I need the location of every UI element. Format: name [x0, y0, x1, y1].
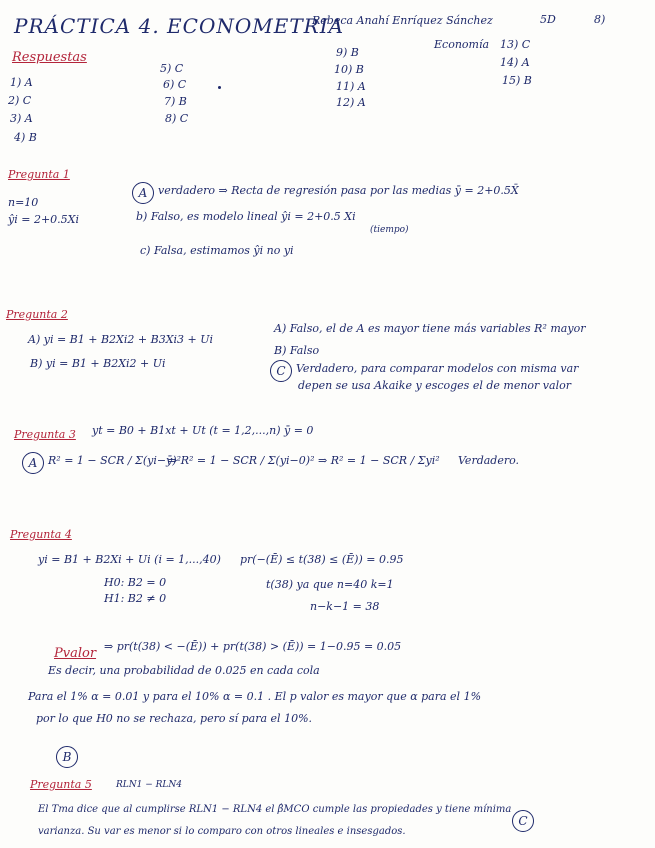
- answers-heading: Respuestas: [12, 50, 87, 65]
- page-title: PRÁCTICA 4. ECONOMETRIA: [14, 14, 345, 38]
- answer-6: 6) C: [163, 78, 187, 91]
- q4-h0: H0: B2 = 0: [104, 576, 167, 589]
- q2-eq-b: B) yi = B1 + B2Xi2 + Ui: [30, 357, 166, 370]
- q1-given-n: n=10: [8, 196, 39, 209]
- answer-1: 1) A: [10, 76, 33, 89]
- q1-b-text: b) Falso, es modelo lineal ŷi = 2+0.5 Xi: [136, 210, 356, 223]
- answer-5: 5) C: [160, 62, 184, 75]
- q4-pvalor-eq: ⇒ pr(t(38) < −(Ē)) + pr(t(38) > (Ē)) = 1−0.95 = 0.05: [104, 640, 402, 653]
- q5-line-2: varianza. Su var es menor si lo comparo con otros lineales e insesgados.: [38, 826, 406, 837]
- q2-heading: Pregunta 2: [6, 308, 68, 321]
- q3-formula-3: ⇒ R² = 1 − SCR / Σyi²: [318, 454, 440, 467]
- answer-14: 14) A: [500, 56, 530, 69]
- q2-c-mark: C: [270, 360, 292, 382]
- q3-heading: Pregunta 3: [14, 428, 76, 441]
- q4-heading: Pregunta 4: [10, 528, 72, 541]
- answer-2: 2) C: [8, 94, 32, 107]
- ink-dot: [218, 86, 221, 89]
- answer-13: 13) C: [500, 38, 531, 51]
- answer-11: 11) A: [336, 80, 366, 93]
- answer-12: 12) A: [336, 96, 366, 109]
- author-name: Rebeca Anahí Enríquez Sánchez: [312, 14, 493, 27]
- q4-line-1: Para el 1% α = 0.01 y para el 10% α = 0.1 . El p valor es mayor que α para el 1%: [28, 690, 482, 703]
- q4-nk: n−k−1 = 38: [310, 600, 380, 613]
- q4-h1: H1: B2 ≠ 0: [104, 592, 167, 605]
- q5-heading: Pregunta 5: [30, 778, 92, 791]
- q1-heading: Pregunta 1: [8, 168, 70, 181]
- q4-es-decir: Es decir, una probabilidad de 0.025 en cada cola: [48, 664, 320, 677]
- q4-t38: t(38) ya que n=40 k=1: [266, 578, 394, 591]
- q4-mark: B: [56, 746, 78, 768]
- answer-15: 15) B: [502, 74, 532, 87]
- q5-mark: C: [512, 810, 534, 832]
- answer-8: 8) C: [165, 112, 189, 125]
- q1-b-note: (tiempo): [370, 225, 409, 235]
- q4-line-2: por lo que H0 no se rechaza, pero sí para el 10%.: [36, 712, 313, 725]
- q4-model: yi = B1 + B2Xi + Ui (i = 1,...,40): [38, 553, 221, 566]
- score-label: 8): [594, 13, 606, 26]
- q1-c-text: c) Falsa, estimamos ŷi no yi: [140, 244, 294, 257]
- q1-a-mark: A: [132, 182, 154, 204]
- answer-4: 4) B: [14, 131, 37, 144]
- q1-given-eq: ŷi = 2+0.5Xi: [8, 213, 80, 226]
- q5-sub: RLN1 − RLN4: [116, 780, 182, 790]
- q3-model: yt = B0 + B1xt + Ut (t = 1,2,...,n) ȳ = 0: [92, 424, 314, 437]
- q4-pvalor-label: Pvalor: [54, 646, 97, 661]
- answer-7: 7) B: [164, 95, 187, 108]
- q4-pr: pr(−(Ē) ≤ t(38) ≤ (Ē)) = 0.95: [240, 553, 404, 566]
- q2-ans-c-2: depen se usa Akaike y escoges el de menor valor: [298, 379, 571, 392]
- q3-formula-2: ⇒ R² = 1 − SCR / Σ(yi−0)²: [168, 454, 315, 467]
- answer-10: 10) B: [334, 63, 364, 76]
- q3-formula-1: R² = 1 − SCR / Σ(yi−ȳ)²: [48, 454, 181, 467]
- q2-ans-a: A) Falso, el de A es mayor tiene más variables R² mayor: [274, 322, 586, 335]
- answer-9: 9) B: [336, 46, 359, 59]
- group-label: 5D: [540, 13, 556, 26]
- q3-mark: A: [22, 452, 44, 474]
- q1-a-text: verdadero ⇒ Recta de regresión pasa por las medias ȳ = 2+0.5X̄: [158, 184, 519, 197]
- q2-ans-c-1: Verdadero, para comparar modelos con misma var: [296, 362, 579, 375]
- q3-verdict: Verdadero.: [458, 454, 520, 467]
- q2-ans-b: B) Falso: [274, 344, 320, 357]
- q2-eq-a: A) yi = B1 + B2Xi2 + B3Xi3 + Ui: [28, 333, 214, 346]
- answer-3: 3) A: [10, 112, 33, 125]
- course-label: Economía: [434, 38, 490, 51]
- q5-line-1: El Tma dice que al cumplirse RLN1 − RLN4 el β̂MCO cumple las propiedades y tiene mínima: [38, 804, 512, 815]
